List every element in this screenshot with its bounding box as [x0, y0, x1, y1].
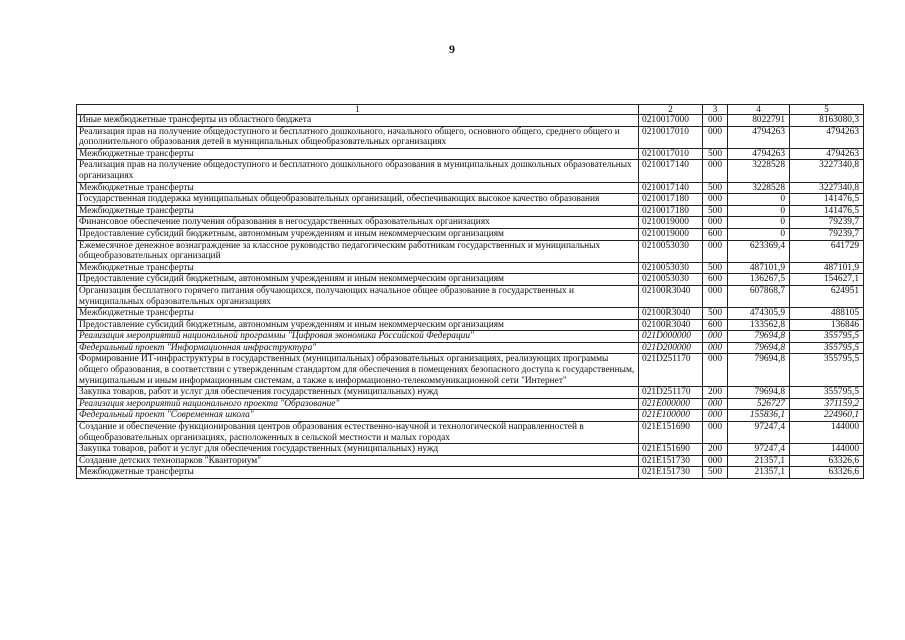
table-row	[77, 319, 864, 331]
row-type: 000	[703, 217, 728, 229]
row-code: 021E151690	[639, 422, 703, 444]
row-code: 0210017010	[639, 148, 703, 160]
table-row	[77, 194, 864, 206]
row-type: 000	[703, 398, 728, 410]
row-value-4: 0	[728, 194, 790, 206]
table-row	[77, 217, 864, 229]
row-code: 0210017010	[639, 126, 703, 148]
table-row	[77, 115, 864, 127]
row-code: 021E000000	[639, 398, 703, 410]
budget-table-body	[77, 105, 864, 479]
row-value-5: 79239,7	[790, 228, 864, 240]
row-value-5: 136846	[790, 319, 864, 331]
row-value-4: 474305,9	[728, 308, 790, 320]
table-header-row	[77, 105, 864, 115]
row-value-4: 0	[728, 217, 790, 229]
row-value-4: 133562,8	[728, 319, 790, 331]
table-row	[77, 342, 864, 354]
row-value-4: 3228528	[728, 160, 790, 182]
row-value-4: 21357,1	[728, 455, 790, 467]
row-type: 000	[703, 194, 728, 206]
table-row	[77, 205, 864, 217]
row-value-4: 97247,4	[728, 444, 790, 456]
row-value-4: 79694,8	[728, 387, 790, 399]
row-value-5: 371159,2	[790, 398, 864, 410]
row-value-4: 8022791	[728, 115, 790, 127]
row-value-4: 487101,9	[728, 262, 790, 274]
row-type: 600	[703, 274, 728, 286]
row-name: Реализация мероприятий национального проекта "Образование"	[77, 398, 639, 410]
row-value-4: 155836,1	[728, 410, 790, 422]
row-code: 0210053030	[639, 262, 703, 274]
row-value-5: 487101,9	[790, 262, 864, 274]
row-type: 000	[703, 354, 728, 387]
row-type: 000	[703, 422, 728, 444]
table-row	[77, 308, 864, 320]
row-value-4: 3228528	[728, 182, 790, 194]
row-code: 021D251170	[639, 387, 703, 399]
row-value-5: 355795,5	[790, 387, 864, 399]
row-value-5: 154627,1	[790, 274, 864, 286]
row-value-5: 4794263	[790, 148, 864, 160]
row-value-5: 8163080,3	[790, 115, 864, 127]
row-code: 021E100000	[639, 410, 703, 422]
table-row	[77, 398, 864, 410]
row-value-4: 4794263	[728, 148, 790, 160]
row-value-5: 4794263	[790, 126, 864, 148]
row-name: Федеральный проект "Современная школа"	[77, 410, 639, 422]
row-code: 0210017140	[639, 160, 703, 182]
row-type: 500	[703, 148, 728, 160]
page-number: 9	[449, 42, 455, 56]
table-row	[77, 410, 864, 422]
table-row	[77, 285, 864, 307]
row-value-4: 0	[728, 228, 790, 240]
row-code: 021E151690	[639, 444, 703, 456]
column-header-2: 2	[639, 105, 703, 115]
row-name: Государственная поддержка муниципальных общеобразовательных организаций, обеспечивающих высокое качество образования	[77, 194, 639, 206]
row-code: 02100R3040	[639, 319, 703, 331]
row-name: Иные межбюджетные трансферты из областного бюджета	[77, 115, 639, 127]
row-type: 500	[703, 308, 728, 320]
row-value-4: 79694,8	[728, 331, 790, 343]
row-value-4: 136267,5	[728, 274, 790, 286]
row-name: Формирование ИТ-инфраструктуры в государственных (муниципальных) образовательных организациях, реализующих программы общего образования, в соответствии с утвержденным стандартом для обеспечения в помещениях безопасного доступа к государственным, муниципальным и иным информационным системам, а также к информационно-телекоммуникационной сети "Интернет"	[77, 354, 639, 387]
table-row	[77, 387, 864, 399]
table-row	[77, 444, 864, 456]
row-value-5: 3227340,8	[790, 160, 864, 182]
row-value-5: 355795,5	[790, 331, 864, 343]
row-value-4: 97247,4	[728, 422, 790, 444]
table-row	[77, 331, 864, 343]
row-value-5: 141476,5	[790, 194, 864, 206]
row-value-5: 624951	[790, 285, 864, 307]
column-header-4: 4	[728, 105, 790, 115]
row-name: Реализация мероприятий национальной программы "Цифровая экономика Российской Федерации"	[77, 331, 639, 343]
row-value-5: 144000	[790, 422, 864, 444]
row-name: Создание детских технопарков "Кванториум"	[77, 455, 639, 467]
row-code: 0210019000	[639, 217, 703, 229]
row-value-5: 63326,6	[790, 467, 864, 479]
row-value-5: 3227340,8	[790, 182, 864, 194]
table-row	[77, 148, 864, 160]
row-type: 000	[703, 410, 728, 422]
row-code: 0210053030	[639, 240, 703, 262]
table-row	[77, 160, 864, 182]
row-value-5: 224960,1	[790, 410, 864, 422]
row-value-4: 4794263	[728, 126, 790, 148]
row-value-5: 488105	[790, 308, 864, 320]
row-code: 021D251170	[639, 354, 703, 387]
row-name: Федеральный проект "Информационная инфраструктура"	[77, 342, 639, 354]
row-code: 0210017180	[639, 194, 703, 206]
row-code: 0210017140	[639, 182, 703, 194]
row-name: Межбюджетные трансферты	[77, 205, 639, 217]
row-type: 000	[703, 455, 728, 467]
row-value-5: 355795,5	[790, 354, 864, 387]
row-value-4: 79694,8	[728, 342, 790, 354]
table-row	[77, 354, 864, 387]
row-type: 000	[703, 126, 728, 148]
row-name: Создание и обеспечение функционирования центров образования естественно-научной и технологической направленностей в общеобразовательных организациях, расположенных в сельской местности и малых городах	[77, 422, 639, 444]
row-code: 021E151730	[639, 467, 703, 479]
row-code: 021D000000	[639, 331, 703, 343]
row-name: Межбюджетные трансферты	[77, 308, 639, 320]
table-row	[77, 422, 864, 444]
table-row	[77, 126, 864, 148]
row-code: 021E151730	[639, 455, 703, 467]
row-type: 600	[703, 319, 728, 331]
row-value-4: 21357,1	[728, 467, 790, 479]
row-type: 200	[703, 444, 728, 456]
row-name: Финансовое обеспечение получения образования в негосударственных образовательных организациях	[77, 217, 639, 229]
row-value-5: 79239,7	[790, 217, 864, 229]
row-code: 021D200000	[639, 342, 703, 354]
table-row	[77, 182, 864, 194]
column-header-5: 5	[790, 105, 864, 115]
column-header-1: 1	[77, 105, 639, 115]
row-value-5: 144000	[790, 444, 864, 456]
row-value-4: 79694,8	[728, 354, 790, 387]
row-name: Реализация прав на получение общедоступного и бесплатного дошкольного, начального общего, основного общего, среднего общего и дополнительного образования детей в муниципальных общеобразовательных организациях	[77, 126, 639, 148]
row-value-5: 63326,6	[790, 455, 864, 467]
row-type: 200	[703, 387, 728, 399]
row-type: 000	[703, 342, 728, 354]
row-value-4: 607868,7	[728, 285, 790, 307]
row-type: 000	[703, 160, 728, 182]
row-name: Межбюджетные трансферты	[77, 467, 639, 479]
row-name: Ежемесячное денежное вознаграждение за классное руководство педагогическим работникам государственных и муниципальных общеобразовательных организаций	[77, 240, 639, 262]
table-row	[77, 228, 864, 240]
row-code: 02100R3040	[639, 308, 703, 320]
row-type: 500	[703, 205, 728, 217]
row-name: Реализация прав на получение общедоступного и бесплатного дошкольного образования в муниципальных дошкольных образовательных организациях	[77, 160, 639, 182]
row-name: Закупка товаров, работ и услуг для обеспечения государственных (муниципальных) нужд	[77, 444, 639, 456]
row-code: 0210019000	[639, 228, 703, 240]
row-type: 500	[703, 467, 728, 479]
row-name: Организация бесплатного горячего питания обучающихся, получающих начальное общее образование в государственных и муниципальных образовательных организациях	[77, 285, 639, 307]
row-code: 0210053030	[639, 274, 703, 286]
row-name: Межбюджетные трансферты	[77, 262, 639, 274]
budget-table	[76, 104, 864, 479]
table-row	[77, 467, 864, 479]
row-name: Предоставление субсидий бюджетным, автономным учреждениям и иным некоммерческим организациям	[77, 319, 639, 331]
table-row	[77, 455, 864, 467]
row-type: 500	[703, 182, 728, 194]
row-type: 600	[703, 228, 728, 240]
row-code: 0210017180	[639, 205, 703, 217]
row-name: Предоставление субсидий бюджетным, автономным учреждениям и иным некоммерческим организациям	[77, 274, 639, 286]
row-value-5: 355795,5	[790, 342, 864, 354]
row-type: 000	[703, 331, 728, 343]
table-row	[77, 262, 864, 274]
row-name: Закупка товаров, работ и услуг для обеспечения государственных (муниципальных) нужд	[77, 387, 639, 399]
row-type: 000	[703, 240, 728, 262]
row-value-4: 0	[728, 205, 790, 217]
row-type: 000	[703, 285, 728, 307]
column-header-3: 3	[703, 105, 728, 115]
row-value-4: 623369,4	[728, 240, 790, 262]
row-name: Межбюджетные трансферты	[77, 148, 639, 160]
table-row	[77, 240, 864, 262]
row-code: 02100R3040	[639, 285, 703, 307]
row-type: 500	[703, 262, 728, 274]
row-value-4: 526727	[728, 398, 790, 410]
row-code: 0210017000	[639, 115, 703, 127]
row-name: Предоставление субсидий бюджетным, автономным учреждениям и иным некоммерческим организациям	[77, 228, 639, 240]
row-value-5: 141476,5	[790, 205, 864, 217]
row-type: 000	[703, 115, 728, 127]
table-row	[77, 274, 864, 286]
row-value-5: 641729	[790, 240, 864, 262]
row-name: Межбюджетные трансферты	[77, 182, 639, 194]
